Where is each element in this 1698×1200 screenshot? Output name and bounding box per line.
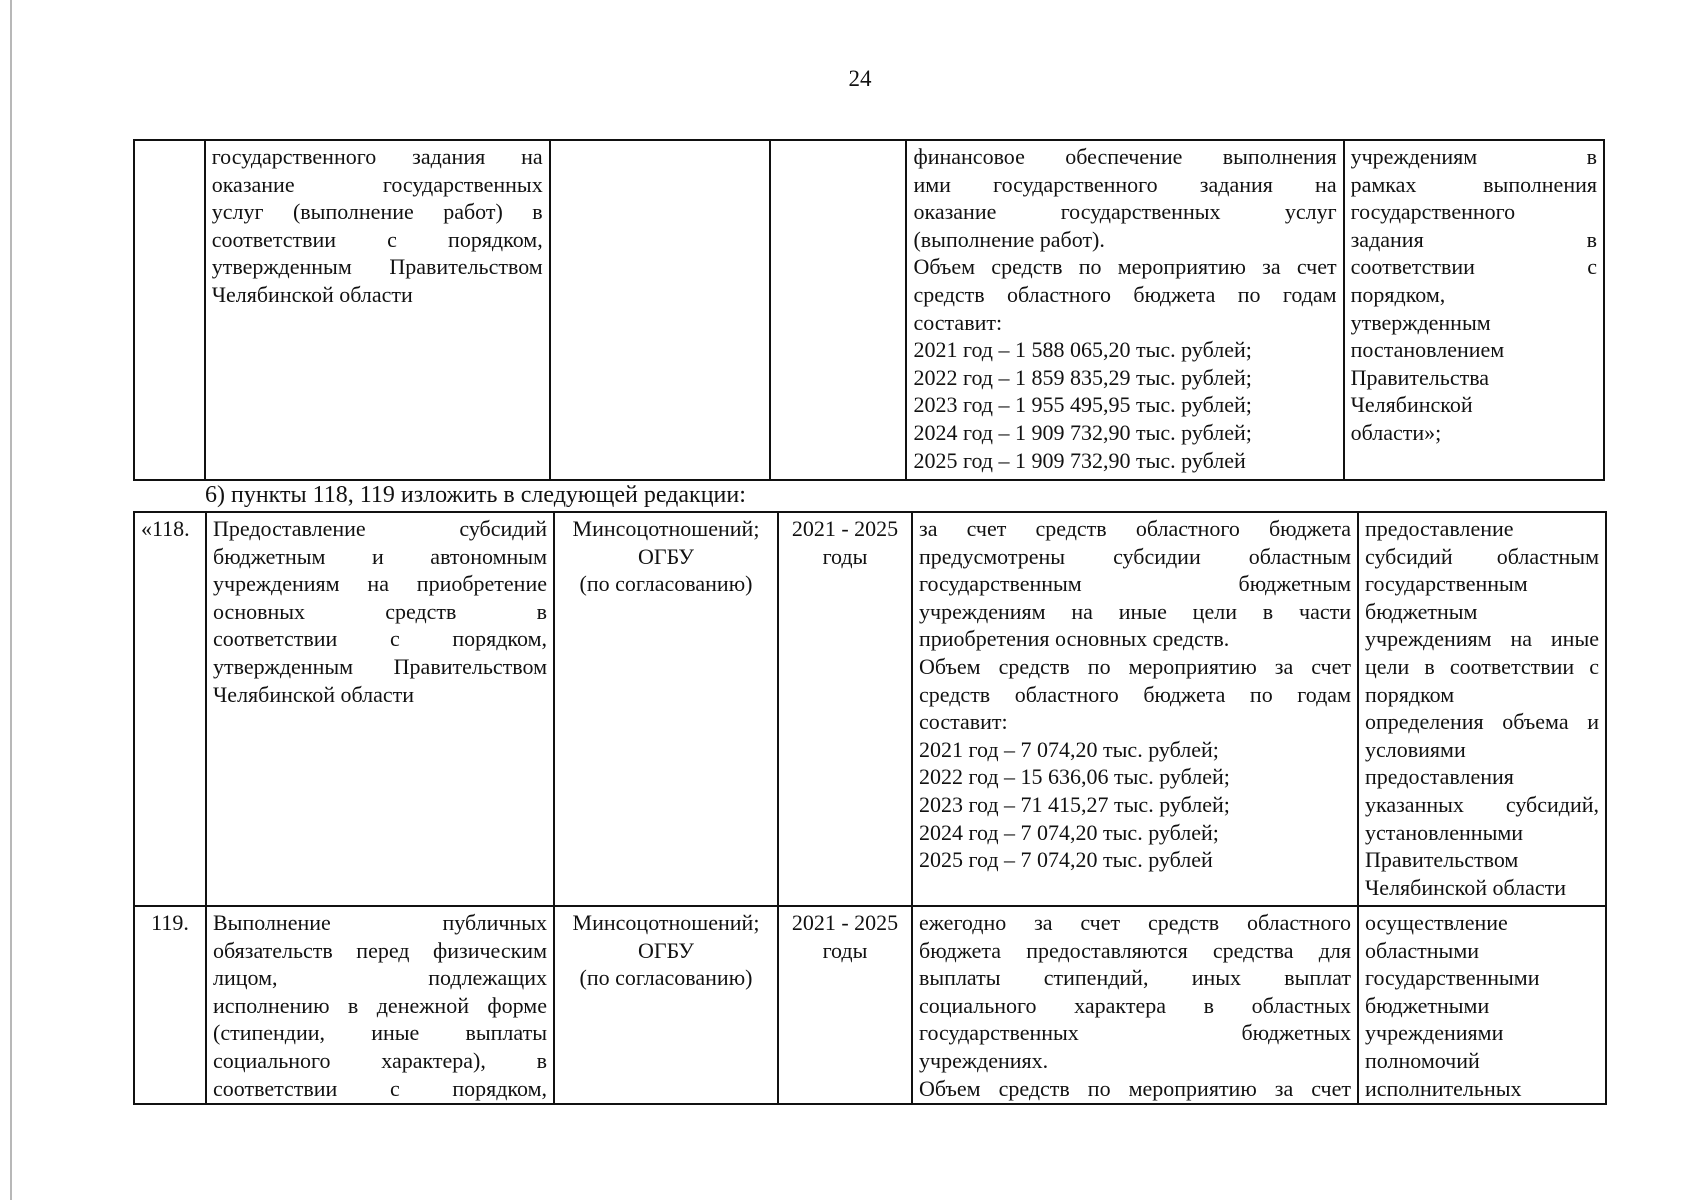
cell-result: финансовое обеспечение выполнения ими государственного задания на оказание государственных услуг (выполнение работ). Объем средств по мероприятию за счет средств областного бюджета по годам составит: 2021 год – 1 588 065,20 тыс. рублей; 2022 год – 1 859 835,29 тыс. рублей; 2023 год – 1 955 495,95 тыс. рублей; 2024 год – 1 909 732,90 тыс. рублей; 2025 год – 1 909 732,90 тыс. рублей	[906, 140, 1343, 480]
section-caption: 6) пункты 118, 119 изложить в следующей редакции:	[205, 482, 746, 508]
page-number: 24	[848, 66, 872, 91]
cell-period: 2021 - 2025 годы	[778, 906, 912, 1104]
table-continuation	[133, 139, 1605, 481]
cell-period: 2021 - 2025 годы	[778, 512, 912, 906]
table-row-118	[134, 512, 1606, 906]
cell-description: государственного задания на оказание государственных услуг (выполнение работ) в соответствии с порядком, утвержденным Правительством Челябинской области	[205, 140, 550, 480]
cell-executor: Минсоцотношений; ОГБУ (по согласованию)	[554, 512, 778, 906]
cell-mechanism: учреждениям в рамках выполнения государственного задания в соответствии с порядком, утвержденным постановлением Правительства Челябинской области»;	[1344, 140, 1604, 480]
table-row	[134, 140, 1604, 480]
table-items	[133, 511, 1607, 1105]
table-row-119	[134, 906, 1606, 1104]
cell-result: за счет средств областного бюджета предусмотрены субсидии областным государственным бюджетным учреждениям на иные цели в части приобретения основных средств. Объем средств по мероприятию за счет средств областного бюджета по годам составит: 2021 год – 7 074,20 тыс. рублей; 2022 год – 15 636,06 тыс. рублей; 2023 год – 71 415,27 тыс. рублей; 2024 год – 7 074,20 тыс. рублей; 2025 год – 7 074,20 тыс. рублей	[912, 512, 1358, 906]
cell-description: Предоставление субсидий бюджетным и автономным учреждениям на приобретение основных средств в соответствии с порядком, утвержденным Правительством Челябинской области	[206, 512, 554, 906]
cell-number: «118.	[134, 512, 206, 906]
cell-number	[134, 140, 205, 480]
page-edge-line	[10, 0, 12, 1200]
cell-executor: Минсоцотношений; ОГБУ (по согласованию)	[554, 906, 778, 1104]
cell-description: Выполнение публичных обязательств перед физическим лицом, подлежащих исполнению в денежной форме (стипендии, иные выплаты социального характера), в соответствии с порядком,	[206, 906, 554, 1104]
cell-mechanism: предоставление субсидий областным государственным бюджетным учреждениям на иные цели в соответствии с порядком определения объема и условиями предоставления указанных субсидий, установленными Правительством Челябинской области	[1358, 512, 1606, 906]
cell-result: ежегодно за счет средств областного бюджета предоставляются средства для выплаты стипендий, иных выплат социального характера в областных государственных бюджетных учреждениях. Объем средств по мероприятию за счет	[912, 906, 1358, 1104]
cell-executor	[550, 140, 771, 480]
cell-mechanism: осуществление областными государственными бюджетными учреждениями полномочий исполнительных	[1358, 906, 1606, 1104]
cell-period	[770, 140, 906, 480]
cell-number: 119.	[134, 906, 206, 1104]
